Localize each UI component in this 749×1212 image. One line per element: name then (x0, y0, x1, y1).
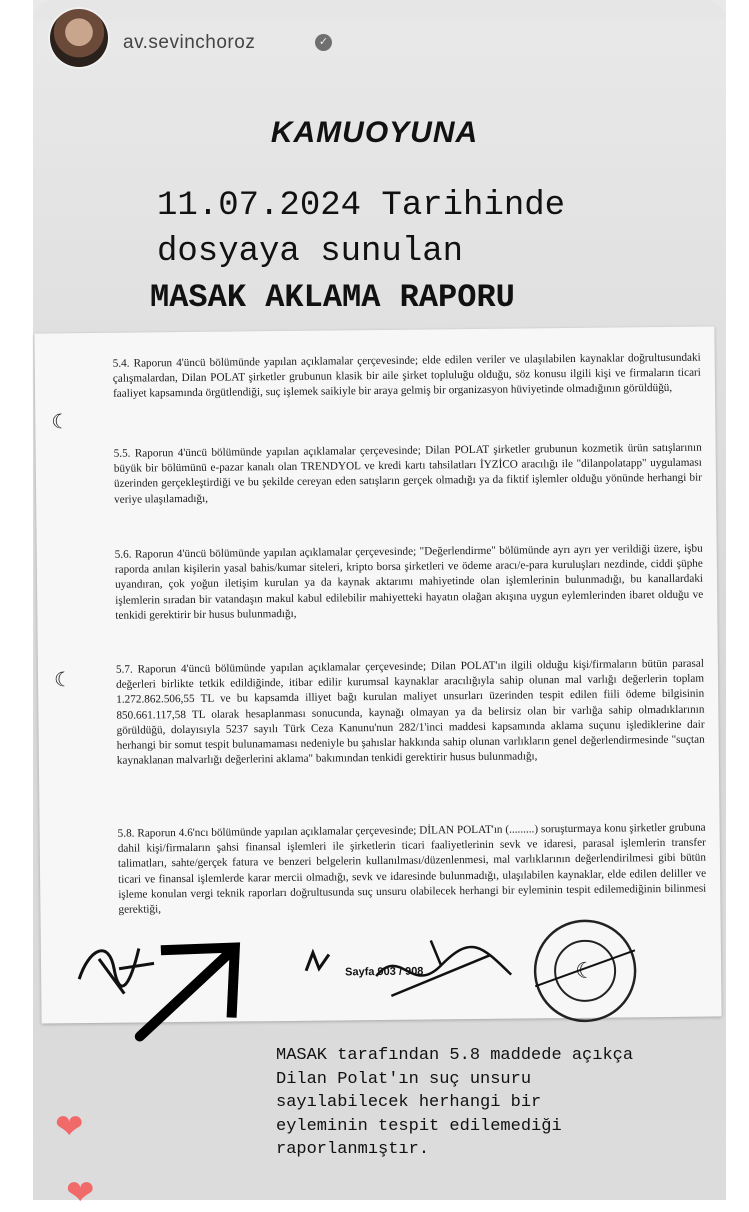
official-seal (525, 915, 646, 1026)
report-paragraph-5-6: 5.6. Raporun 4'üncü bölümünde yapılan açıklamalar çerçevesinde; "Değerlendirme" bölümünde ayrı ayrı yer verildiği üzere, işbu raporda anılan kişilerin yasal bahis/kumar siteleri, kripto borsa şirketleri ve ödeme aracı/e-para kuruluşları nezdinde, ciddi şüphe uyandıran, çok yoğun iletişim kurulan ya da kaynak aktarımı mahiyetinde olan işlemlerinin bulunmadığı, bu kanallardaki işlemlerin sıradan bir vatandaşın makul kabul edilebilir mahiyetteki hayatın olağan akışına uygun eylemlerinden ibaret olduğu ve tenkidi gerektirir bir husus bulunmadığı, (114, 542, 704, 622)
story-card-top (33, 0, 726, 20)
crescent-icon: ☾ (53, 669, 73, 692)
report-paragraph-5-8: 5.8. Raporun 4.6'ncı bölümünde yapılan açıklamalar çerçevesinde; DİLAN POLAT'ın (.........) soruşturmaya konu şirketler grubuna dahil kişi/firmaların şahsi finansal işlemleri ile şirketlerin ticari faaliyetlerinin sevk ve idaresi, parasal işlemlerin transfer talimatları, sahte/gerçek fatura ve benzeri belgelerin kullanılması/düzenlenmesi, mal varlıklarının değerlendirilmesi gibi bütün ticari ve finansal işlemlerde karar mercii olmadığı, sevk ve idaresinde bulunmadığı, ulaşılabilen kaynaklar, elde edilen deliller ve işleme konulan vergi teknik raporları doğrultusunda suç unsuru olabilecek herhangi bir eyleminin tespit edilemediğinin bilinmesi gerektiği, (117, 821, 707, 916)
arrow-icon (131, 933, 252, 1044)
crescent-icon: ☾ (51, 411, 70, 434)
report-paragraph-5-7: 5.7. Raporun 4'üncü bölümünde yapılan açıklamalar çerçevesinde; Dilan POLAT'ın ilgili olduğu kişi/firmaların bütün parasal değerleri birlikte tetkik edildiğinde, itibar edilir kurumsal kaynaklar aracılığıyla sahip olunan mal varlığı değerlerin toplam 1.272.862.506,55 TL ve bu kapsamda illiyet bağı kurulan maliyet unsurları üzerinden tespit edilen fiili ödeme bilgisinin 850.661.117,58 TL olarak hesaplanması sonucunda, kaynağı olmayan ya da belirsiz olan bir varlığa sahip olmadıklarının görüldüğü, dolayısıyla 5237 sayılı Türk Ceza Kanunu'nun 282/1'inci maddesi kapsamında aklama suçunu işlediklerine dair herhangi bir somut tespit bulunamaması nedeniyle bu şahıslar hakkında sahip olunan varlıkların genel değerlendirmesinde "suçtan kaynaklanan malvarlığı değerlerini aklama" bakımından tenkidi gerektirir husus bulunmadığı, (115, 657, 705, 767)
report-paragraph-5-5: 5.5. Raporun 4'üncü bölümünde yapılan açıklamalar çerçevesinde; Dilan POLAT şirketler grubunun kozmetik ürün satışlarının büyük bir bölümünü e-pazar kanalı olan TRENDYOL ve kredi kartı tahsilatları İYZİCO aracılığı ile "dilanpolatapp" uygulaması üzerinden gerçekleştirdiği ve bu şekilde cereyan eden satışların gerçek olmadığı ya da fiktif işlemler olduğu yönünde herhangi bir veriye ulaşılamadığı, (113, 441, 703, 506)
profile-avatar[interactable] (50, 9, 108, 67)
headline-line-2: dosyaya sunulan (157, 233, 464, 271)
signature-middle (371, 935, 522, 1007)
heart-icon[interactable]: ❤ (55, 1108, 84, 1146)
svg-text:☾: ☾ (575, 958, 596, 984)
heart-icon[interactable]: ❤ (66, 1174, 95, 1212)
headline-line-1: 11.07.2024 Tarihinde (157, 187, 566, 225)
signature-initial (303, 946, 333, 976)
headline-line-3: MASAK AKLAMA RAPORU (150, 279, 515, 316)
page-number: Sayfa 903 / 908 (345, 965, 424, 979)
verified-badge-icon: ✓ (315, 34, 332, 51)
headline-title: KAMUOYUNA (270, 116, 479, 149)
profile-username[interactable]: av.sevinchoroz (123, 32, 256, 53)
report-document-image (34, 326, 721, 1023)
report-paragraph-5-4: 5.4. Raporun 4'üncü bölümünde yapılan açıklamalar çerçevesinde; elde edilen veriler ve ulaşılabilen kaynaklar doğrultusundaki çalışmalardan, Dilan POLAT şirketler grubunun klasik bir aile şirket topluluğu olduğu, söz konusu ilgili kişi ve firmaların ticari faaliyet kapsamında örgütlendiği, suç işlemek saikiyle bir araya gelmiş bir organizasyon hüviyetinde olmadığının görüldüğü, (112, 351, 701, 401)
story-caption: MASAK tarafından 5.8 maddede açıkça Dilan Polat'ın suç unsuru sayılabilecek herhangi bir eyleminin tespit edilemediği raporlanmıştır. (276, 1046, 634, 1159)
